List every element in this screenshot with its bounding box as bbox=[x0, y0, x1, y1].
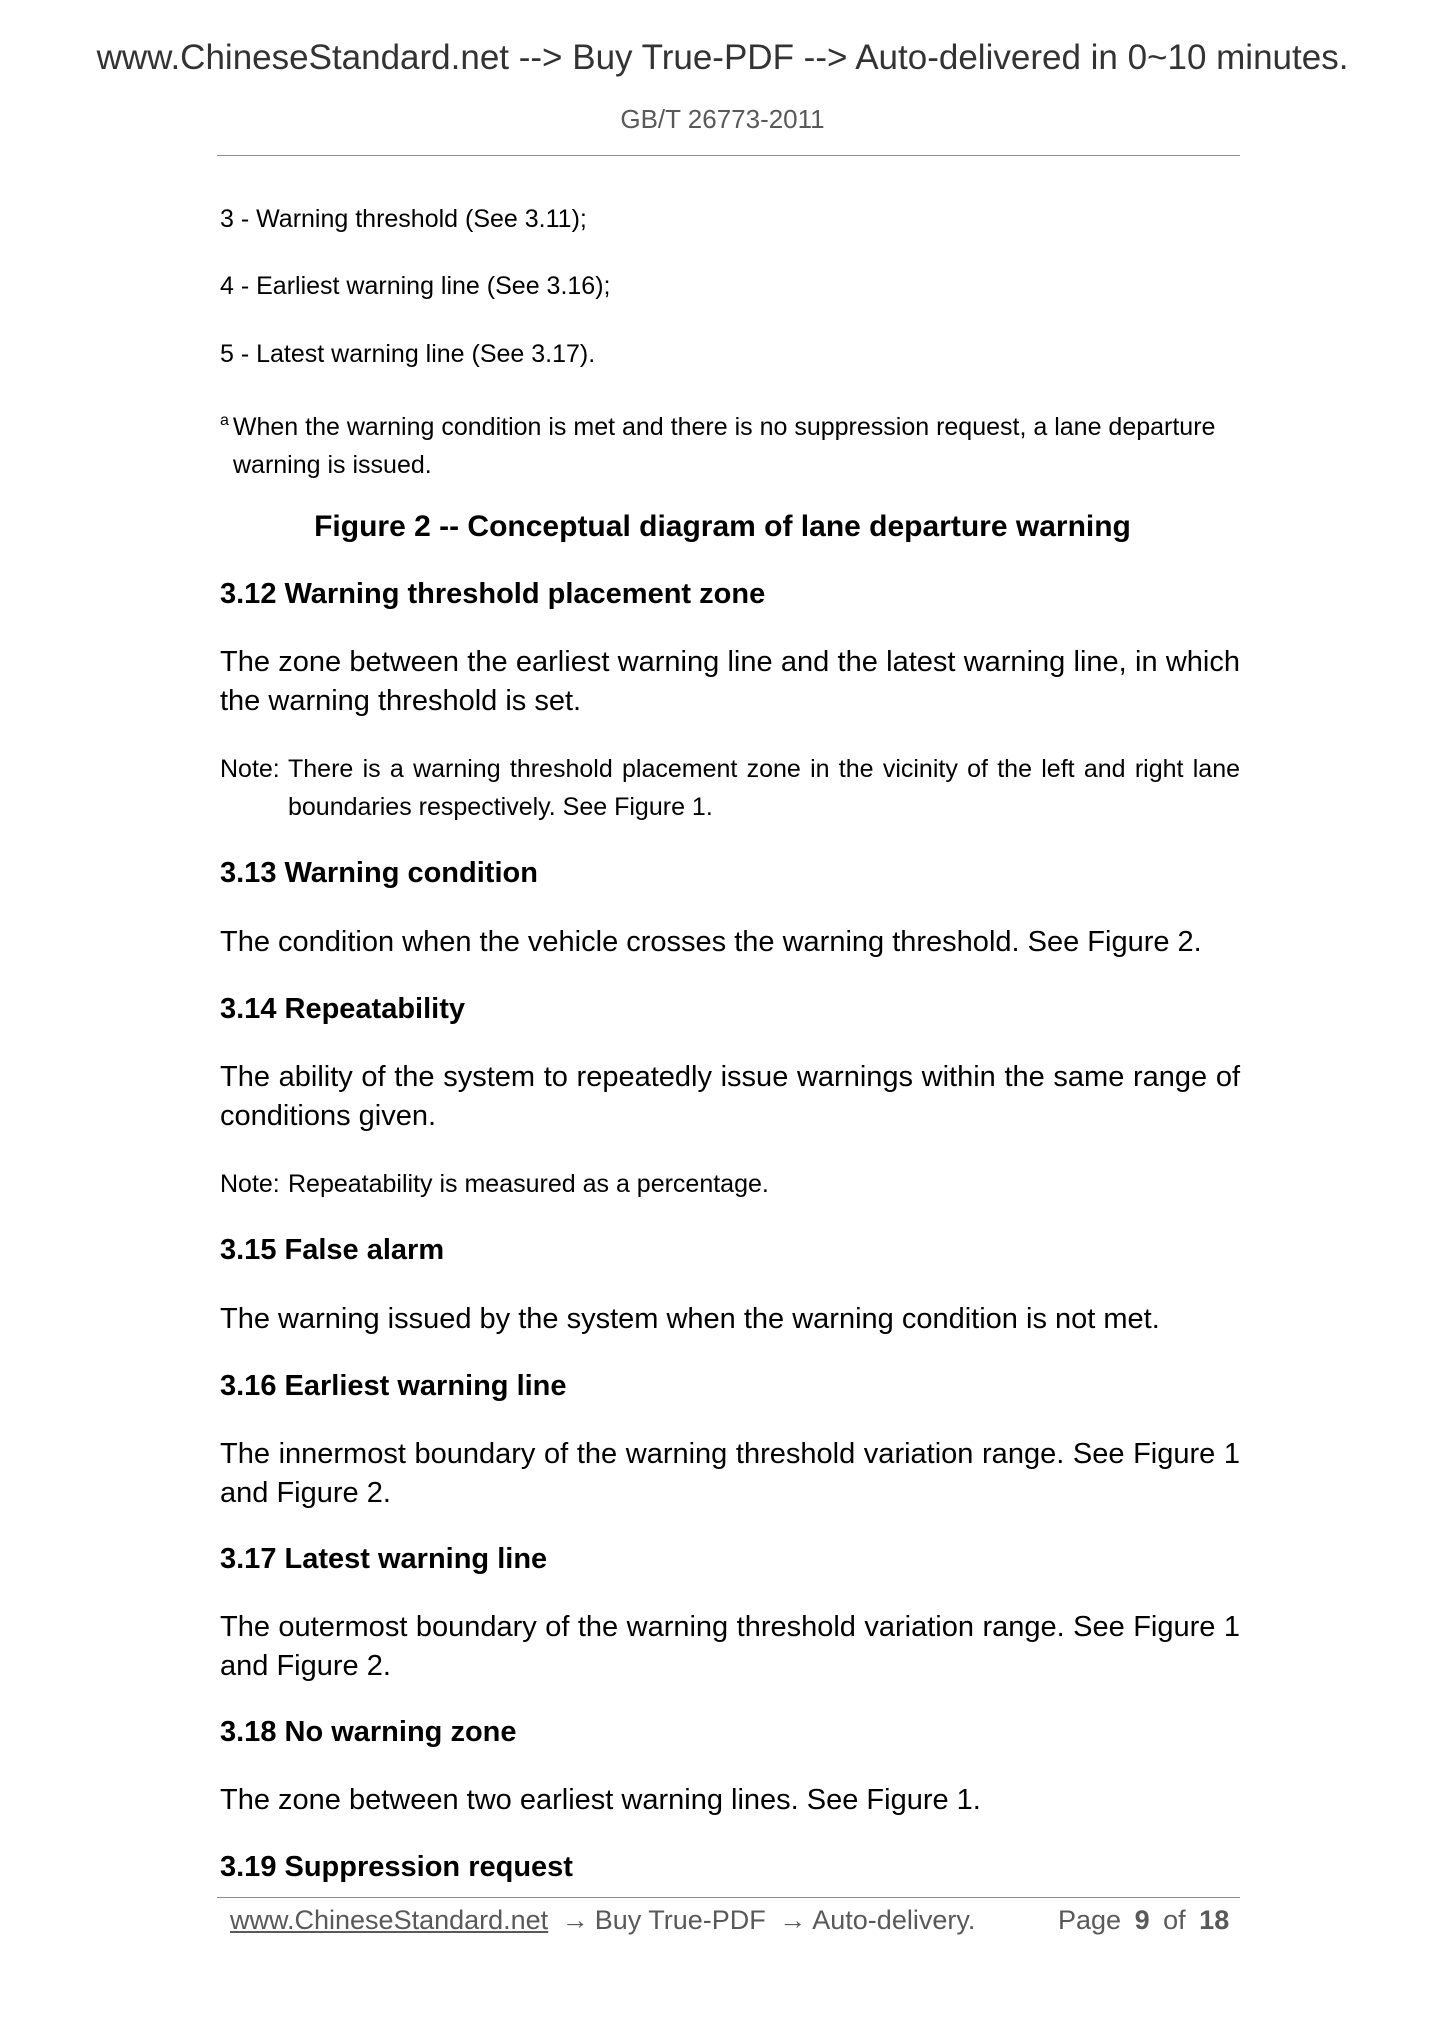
page-current: 9 bbox=[1134, 1905, 1150, 1935]
section-heading-3-16: 3.16 Earliest warning line bbox=[220, 1370, 567, 1402]
section-heading-3-14: 3.14 Repeatability bbox=[220, 993, 465, 1025]
page-number bbox=[1058, 1905, 1235, 1936]
footer-delivery-text: Auto-delivery. bbox=[812, 1905, 976, 1935]
section-text-3-17: The outermost boundary of the warning threshold variation range. See Figure 1 and Figure 2. bbox=[220, 1611, 1240, 1682]
section-text-3-15: The warning issued by the system when the warning condition is not met. bbox=[220, 1303, 1160, 1335]
figure-footnote bbox=[220, 402, 1240, 484]
section-text-3-16: The innermost boundary of the warning threshold variation range. See Figure 1 and Figure 2. bbox=[220, 1438, 1240, 1509]
arrow-right-icon: → bbox=[561, 1905, 589, 1935]
section-heading-3-13: 3.13 Warning condition bbox=[220, 857, 538, 889]
note-text: There is a warning threshold placement zone in the vicinity of the left and right lane boundaries respectively. See Figure 1. bbox=[288, 755, 1240, 821]
note-label: Note: bbox=[220, 755, 280, 783]
footer-site-link[interactable]: www.ChineseStandard.net bbox=[230, 1905, 549, 1935]
footer-buy-text: Buy True-PDF bbox=[594, 1905, 766, 1935]
footer-divider bbox=[217, 1897, 1240, 1898]
section-heading-3-12: 3.12 Warning threshold placement zone bbox=[220, 578, 766, 610]
section-text-3-18: The zone between two earliest warning lines. See Figure 1. bbox=[220, 1784, 981, 1816]
section-note-3-12 bbox=[220, 750, 1240, 826]
page-label: Page bbox=[1058, 1905, 1122, 1935]
legend-item-5: 5 - Latest warning line (See 3.17). bbox=[220, 340, 596, 368]
note-text: Repeatability is measured as a percentage. bbox=[288, 1170, 769, 1198]
page-of: of bbox=[1163, 1905, 1186, 1935]
footnote-marker: a bbox=[220, 412, 229, 429]
section-heading-3-19: 3.19 Suppression request bbox=[220, 1851, 573, 1883]
section-heading-3-17: 3.17 Latest warning line bbox=[220, 1543, 548, 1575]
section-note-3-14 bbox=[220, 1165, 1240, 1203]
legend-item-3: 3 - Warning threshold (See 3.11); bbox=[220, 205, 587, 233]
footnote-line-1: When the warning condition is met and there is no suppression request, a lane departure bbox=[232, 413, 1216, 441]
note-label: Note: bbox=[220, 1170, 280, 1198]
section-heading-3-18: 3.18 No warning zone bbox=[220, 1716, 517, 1748]
header-divider bbox=[217, 155, 1240, 156]
figure-caption: Figure 2 -- Conceptual diagram of lane departure warning bbox=[314, 510, 1131, 543]
page-total: 18 bbox=[1199, 1905, 1230, 1935]
footer bbox=[230, 1905, 975, 1936]
section-heading-3-15: 3.15 False alarm bbox=[220, 1234, 445, 1266]
section-text-3-13: The condition when the vehicle crosses the warning threshold. See Figure 2. bbox=[220, 926, 1202, 958]
section-text-3-14: The ability of the system to repeatedly issue warnings within the same range of conditions given. bbox=[220, 1061, 1240, 1132]
section-text-3-12: The zone between the earliest warning line and the latest warning line, in which the warning threshold is set. bbox=[220, 646, 1240, 717]
legend-item-4: 4 - Earliest warning line (See 3.16); bbox=[220, 272, 611, 300]
arrow-right-icon: → bbox=[779, 1905, 807, 1935]
standard-code: GB/T 26773-2011 bbox=[620, 104, 825, 134]
footnote-line-2: warning is issued. bbox=[233, 451, 432, 479]
site-banner: www.ChineseStandard.net --> Buy True-PDF --> Auto-delivered in 0~10 minutes. bbox=[96, 38, 1349, 77]
